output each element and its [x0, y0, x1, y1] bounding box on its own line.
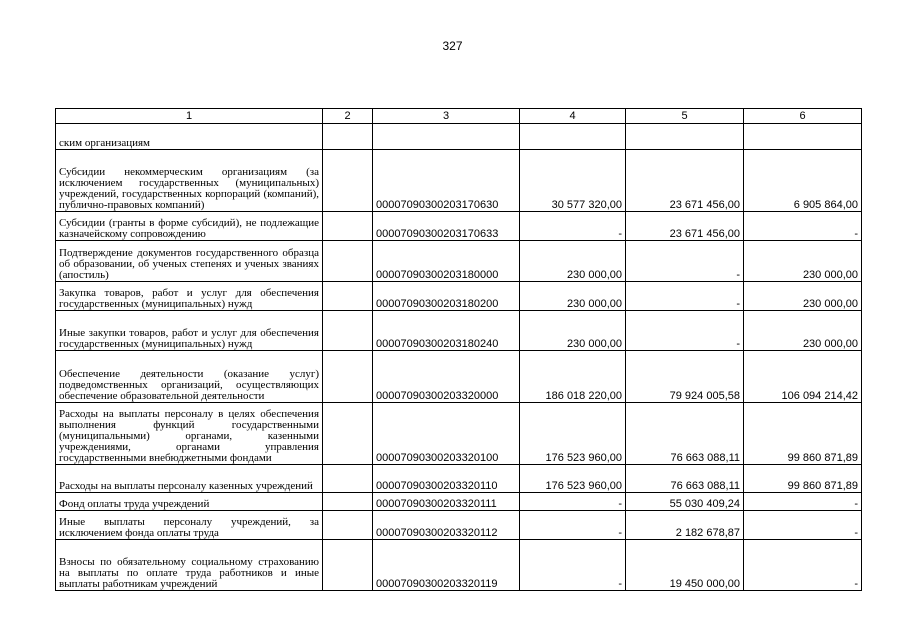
row-code: 00007090300203320111	[373, 493, 520, 511]
column-header-4: 4	[520, 109, 626, 124]
row-value-5: 55 030 409,24	[626, 493, 744, 511]
row-value-5: 79 924 005,58	[626, 351, 744, 403]
row-name: Иные закупки товаров, работ и услуг для обеспечения государственных (муниципальных) нужд	[56, 311, 323, 351]
row-col2	[323, 282, 373, 311]
row-value-4: 230 000,00	[520, 311, 626, 351]
row-value-6	[744, 124, 862, 150]
row-value-5: 19 450 000,00	[626, 540, 744, 591]
row-col2	[323, 493, 373, 511]
row-value-5: 2 182 678,87	[626, 511, 744, 540]
row-value-5: -	[626, 241, 744, 282]
row-col2	[323, 403, 373, 465]
row-value-4: -	[520, 540, 626, 591]
row-name: Фонд оплаты труда учреждений	[56, 493, 323, 511]
row-value-5: 23 671 456,00	[626, 212, 744, 241]
row-col2	[323, 465, 373, 493]
row-col2	[323, 540, 373, 591]
row-value-5: -	[626, 311, 744, 351]
table-row	[56, 124, 862, 150]
row-code	[373, 124, 520, 150]
row-code: 00007090300203170630	[373, 150, 520, 212]
column-header-1: 1	[56, 109, 323, 124]
row-col2	[323, 124, 373, 150]
row-code: 00007090300203180200	[373, 282, 520, 311]
budget-table	[55, 108, 862, 591]
table-row	[56, 212, 862, 241]
table-row	[56, 150, 862, 212]
table-row	[56, 403, 862, 465]
table-row	[56, 493, 862, 511]
row-value-5: 76 663 088,11	[626, 403, 744, 465]
row-code: 00007090300203320100	[373, 403, 520, 465]
column-header-6: 6	[744, 109, 862, 124]
row-code: 00007090300203320110	[373, 465, 520, 493]
row-col2	[323, 511, 373, 540]
row-value-4: -	[520, 511, 626, 540]
row-value-4: 186 018 220,00	[520, 351, 626, 403]
row-code: 00007090300203320112	[373, 511, 520, 540]
row-value-6: -	[744, 493, 862, 511]
row-name: Расходы на выплаты персоналу казенных учреждений	[56, 465, 323, 493]
row-value-6: -	[744, 511, 862, 540]
table-row	[56, 311, 862, 351]
row-col2	[323, 241, 373, 282]
row-name: Субсидии (гранты в форме субсидий), не подлежащие казначейскому сопровождению	[56, 212, 323, 241]
column-header-2: 2	[323, 109, 373, 124]
row-code: 00007090300203180000	[373, 241, 520, 282]
row-value-6: 6 905 864,00	[744, 150, 862, 212]
row-code: 00007090300203170633	[373, 212, 520, 241]
row-value-4: 230 000,00	[520, 282, 626, 311]
row-name: Взносы по обязательному социальному страхованию на выплаты по оплате труда работников и иные выплаты работникам учреждений	[56, 540, 323, 591]
header-row	[56, 109, 862, 124]
row-name: ским организациям	[56, 124, 323, 150]
row-value-6: 230 000,00	[744, 311, 862, 351]
table-row	[56, 282, 862, 311]
row-name: Обеспечение деятельности (оказание услуг) подведомственных организаций, осуществляющих обеспечение образовательной деятельности	[56, 351, 323, 403]
row-name: Иные выплаты персоналу учреждений, за исключением фонда оплаты труда	[56, 511, 323, 540]
row-value-5: 23 671 456,00	[626, 150, 744, 212]
table-row	[56, 540, 862, 591]
column-header-3: 3	[373, 109, 520, 124]
column-header-5: 5	[626, 109, 744, 124]
page-number: 327	[442, 39, 463, 53]
row-name: Подтверждение документов государственного образца об образовании, об ученых степенях и ученых званиях (апостиль)	[56, 241, 323, 282]
row-name: Субсидии некоммерческим организациям (за исключением государственных (муниципальных) учреждений, государственных корпораций (компаний), публично-правовых компаний)	[56, 150, 323, 212]
row-value-4: 30 577 320,00	[520, 150, 626, 212]
row-value-6: -	[744, 540, 862, 591]
row-col2	[323, 311, 373, 351]
row-value-6: 99 860 871,89	[744, 403, 862, 465]
row-value-6: 230 000,00	[744, 241, 862, 282]
row-col2	[323, 212, 373, 241]
row-value-4: 230 000,00	[520, 241, 626, 282]
row-value-4: 176 523 960,00	[520, 403, 626, 465]
row-name: Закупка товаров, работ и услуг для обеспечения государственных (муниципальных) нужд	[56, 282, 323, 311]
row-col2	[323, 150, 373, 212]
row-value-6: -	[744, 212, 862, 241]
row-value-4: -	[520, 212, 626, 241]
table-row	[56, 511, 862, 540]
row-value-4: -	[520, 493, 626, 511]
row-value-6: 99 860 871,89	[744, 465, 862, 493]
row-value-6: 106 094 214,42	[744, 351, 862, 403]
row-value-4: 176 523 960,00	[520, 465, 626, 493]
row-value-6: 230 000,00	[744, 282, 862, 311]
row-value-5	[626, 124, 744, 150]
row-value-5: -	[626, 282, 744, 311]
table-row	[56, 241, 862, 282]
row-value-4	[520, 124, 626, 150]
row-col2	[323, 351, 373, 403]
row-code: 00007090300203320000	[373, 351, 520, 403]
table-row	[56, 465, 862, 493]
row-code: 00007090300203180240	[373, 311, 520, 351]
row-value-5: 76 663 088,11	[626, 465, 744, 493]
row-name: Расходы на выплаты персоналу в целях обеспечения выполнения функций государственными (муниципальными) органами, казенными учреждениями, органами управления государственными внебюджетными фондами	[56, 403, 323, 465]
row-code: 00007090300203320119	[373, 540, 520, 591]
table-row	[56, 351, 862, 403]
